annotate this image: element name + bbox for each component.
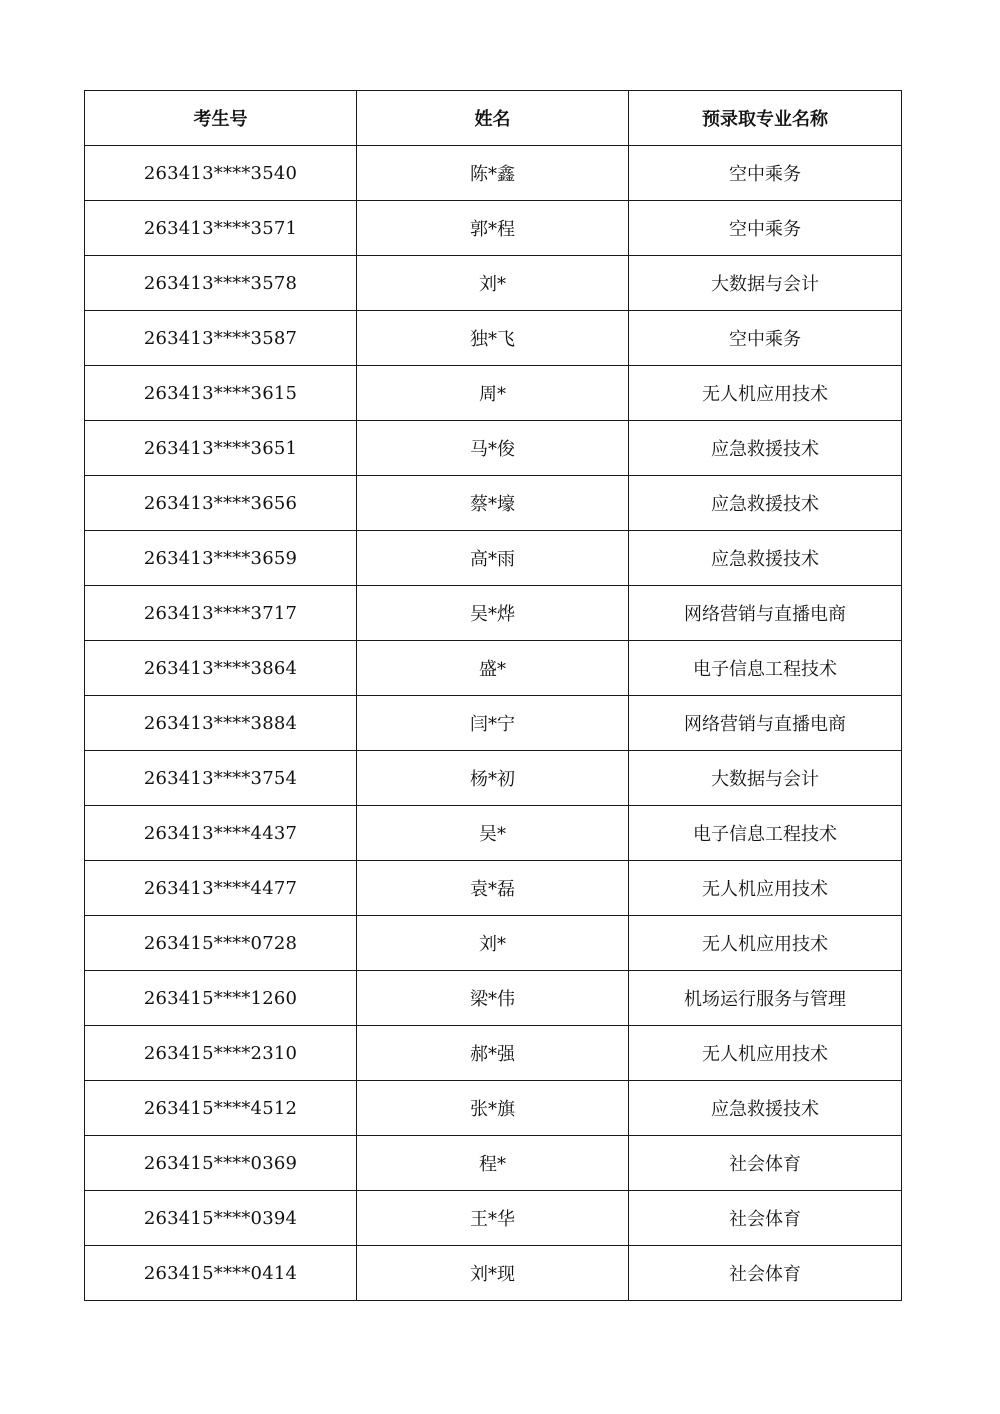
- cell-exam-number: 263415****2310: [85, 1026, 357, 1081]
- cell-exam-number: 263415****0394: [85, 1191, 357, 1246]
- cell-name: 郭*程: [357, 201, 629, 256]
- cell-major: 空中乘务: [629, 146, 902, 201]
- table-row: [85, 256, 902, 311]
- cell-major: 社会体育: [629, 1191, 902, 1246]
- cell-name: 陈*鑫: [357, 146, 629, 201]
- cell-major: 电子信息工程技术: [629, 806, 902, 861]
- table-row: [85, 971, 902, 1026]
- cell-name: 杨*初: [357, 751, 629, 806]
- cell-name: 刘*: [357, 916, 629, 971]
- cell-major: 应急救援技术: [629, 476, 902, 531]
- cell-exam-number: 263413****3754: [85, 751, 357, 806]
- table-row: [85, 641, 902, 696]
- cell-exam-number: 263413****3884: [85, 696, 357, 751]
- cell-name: 王*华: [357, 1191, 629, 1246]
- cell-exam-number: 263413****3651: [85, 421, 357, 476]
- cell-major: 网络营销与直播电商: [629, 696, 902, 751]
- cell-name: 马*俊: [357, 421, 629, 476]
- cell-exam-number: 263415****0414: [85, 1246, 357, 1301]
- cell-exam-number: 263413****3864: [85, 641, 357, 696]
- header-name: 姓名: [357, 91, 629, 146]
- cell-name: 张*旗: [357, 1081, 629, 1136]
- table-row: [85, 861, 902, 916]
- admission-table: [84, 90, 902, 1301]
- cell-exam-number: 263415****0728: [85, 916, 357, 971]
- cell-name: 刘*: [357, 256, 629, 311]
- table-row: [85, 751, 902, 806]
- cell-exam-number: 263413****3578: [85, 256, 357, 311]
- cell-exam-number: 263415****1260: [85, 971, 357, 1026]
- table-row: [85, 366, 902, 421]
- cell-major: 网络营销与直播电商: [629, 586, 902, 641]
- cell-exam-number: 263415****4512: [85, 1081, 357, 1136]
- table-row: [85, 806, 902, 861]
- cell-major: 应急救援技术: [629, 1081, 902, 1136]
- cell-name: 盛*: [357, 641, 629, 696]
- cell-major: 应急救援技术: [629, 421, 902, 476]
- cell-major: 空中乘务: [629, 311, 902, 366]
- cell-major: 机场运行服务与管理: [629, 971, 902, 1026]
- cell-name: 刘*现: [357, 1246, 629, 1301]
- table-row: [85, 916, 902, 971]
- table-row: [85, 476, 902, 531]
- cell-exam-number: 263413****4437: [85, 806, 357, 861]
- cell-name: 高*雨: [357, 531, 629, 586]
- table-row: [85, 586, 902, 641]
- table-row: [85, 311, 902, 366]
- cell-name: 蔡*壕: [357, 476, 629, 531]
- cell-exam-number: 263413****3656: [85, 476, 357, 531]
- table-row: [85, 1246, 902, 1301]
- cell-major: 大数据与会计: [629, 751, 902, 806]
- cell-name: 梁*伟: [357, 971, 629, 1026]
- cell-major: 无人机应用技术: [629, 366, 902, 421]
- cell-name: 程*: [357, 1136, 629, 1191]
- cell-name: 闫*宁: [357, 696, 629, 751]
- cell-major: 无人机应用技术: [629, 861, 902, 916]
- cell-major: 大数据与会计: [629, 256, 902, 311]
- cell-major: 无人机应用技术: [629, 1026, 902, 1081]
- table-row: [85, 1191, 902, 1246]
- table-row: [85, 421, 902, 476]
- table-row: [85, 1136, 902, 1191]
- cell-name: 郝*强: [357, 1026, 629, 1081]
- cell-major: 电子信息工程技术: [629, 641, 902, 696]
- table-row: [85, 201, 902, 256]
- cell-major: 社会体育: [629, 1136, 902, 1191]
- cell-exam-number: 263413****3571: [85, 201, 357, 256]
- table-row: [85, 1026, 902, 1081]
- cell-major: 空中乘务: [629, 201, 902, 256]
- table-row: [85, 696, 902, 751]
- cell-exam-number: 263415****0369: [85, 1136, 357, 1191]
- table-header-row: [85, 91, 902, 146]
- cell-major: 应急救援技术: [629, 531, 902, 586]
- header-exam-number: 考生号: [85, 91, 357, 146]
- cell-name: 袁*磊: [357, 861, 629, 916]
- cell-major: 无人机应用技术: [629, 916, 902, 971]
- cell-exam-number: 263413****3587: [85, 311, 357, 366]
- table-body: [85, 146, 902, 1301]
- header-major: 预录取专业名称: [629, 91, 902, 146]
- table-row: [85, 531, 902, 586]
- cell-name: 周*: [357, 366, 629, 421]
- cell-exam-number: 263413****3717: [85, 586, 357, 641]
- table-row: [85, 1081, 902, 1136]
- cell-name: 吴*烨: [357, 586, 629, 641]
- cell-name: 吴*: [357, 806, 629, 861]
- cell-major: 社会体育: [629, 1246, 902, 1301]
- cell-exam-number: 263413****3659: [85, 531, 357, 586]
- cell-exam-number: 263413****4477: [85, 861, 357, 916]
- cell-exam-number: 263413****3615: [85, 366, 357, 421]
- cell-exam-number: 263413****3540: [85, 146, 357, 201]
- cell-name: 独*飞: [357, 311, 629, 366]
- table-row: [85, 146, 902, 201]
